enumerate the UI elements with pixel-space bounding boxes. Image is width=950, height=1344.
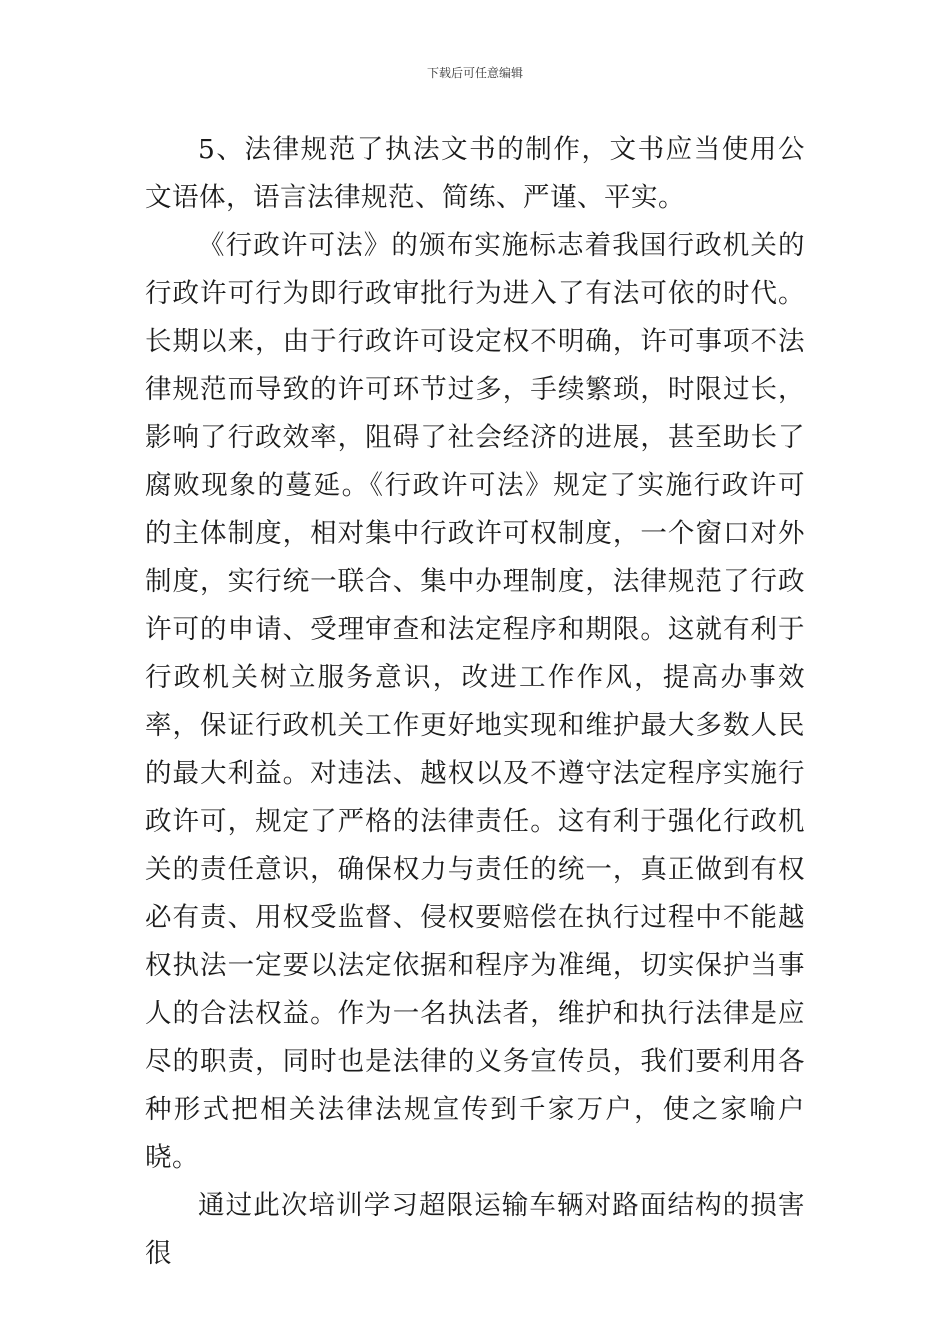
paragraph-1: 5、法律规范了执法文书的制作，文书应当使用公文语体，语言法律规范、简练、严谨、平实。 [145, 134, 805, 213]
paragraph-3: 通过此次培训学习超限运输车辆对路面结构的损害很 [145, 1190, 805, 1269]
paragraph-2: 《行政许可法》的颁布实施标志着我国行政机关的行政许可行为即行政审批行为进入了有法可依的时代。长期以来，由于行政许可设定权不明确，许可事项不法律规范而导致的许可环节过多，手续繁琐，时限过长，影响了行政效率，阻碍了社会经济的进展，甚至助长了腐败现象的蔓延。《行政许可法》规定了实施行政许可的主体制度，相对集中行政许可权制度，一个窗口对外制度，实行统一联合、集中办理制度，法律规范了行政许可的申请、受理审查和法定程序和期限。这就有利于行政机关树立服务意识，改进工作作风，提高办事效率，保证行政机关工作更好地实现和维护最大多数人民的最大利益。对违法、越权以及不遵守法定程序实施行政许可，规定了严格的法律责任。这有利于强化行政机关的责任意识，确保权力与责任的统一，真正做到有权必有责、用权受监督、侵权要赔偿在执行过程中不能越权执法一定要以法定依据和程序为准绳，切实保护当事人的合法权益。作为一名执法者，维护和执行法律是应尽的职责，同时也是法律的义务宣传员，我们要利用各种形式把相关法律法规宣传到千家万户，使之家喻户晓。 [145, 230, 805, 1173]
document-body [145, 126, 805, 1278]
page-header-note: 下载后可任意编辑 [426, 66, 523, 80]
